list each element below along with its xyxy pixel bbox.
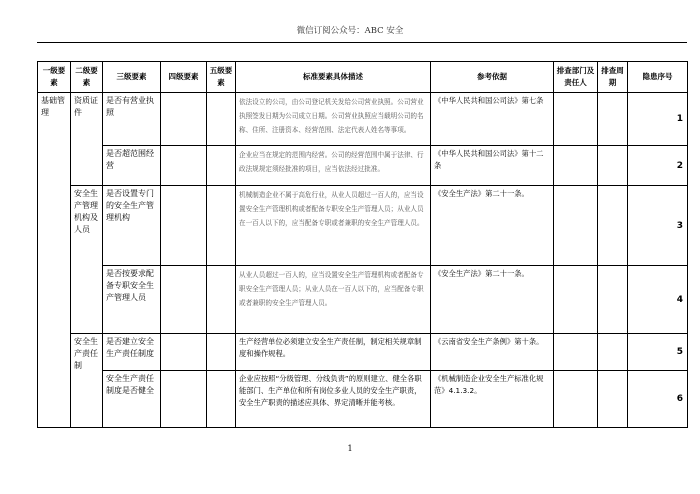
hazard-seq-cell: 3	[628, 186, 688, 266]
description-cell: 从业人员超过一百人的，应当设置安全生产管理机构或者配备专职安全生产管理人员；从业人员在一百人以下的，应当配备专职或者兼职的安全生产管理人员。	[236, 266, 431, 334]
reference-cell: 《安全生产法》第二十一条。	[431, 266, 554, 334]
column-header: 五级要素	[207, 62, 236, 93]
checklist-table	[37, 61, 688, 428]
level5-cell	[207, 146, 236, 186]
reference-cell: 《中华人民共和国公司法》第十二条	[431, 146, 554, 186]
hazard-seq-cell: 2	[628, 146, 688, 186]
column-header: 一级要素	[38, 62, 71, 93]
description-cell: 依法设立的公司，由公司登记机关发给公司营业执照。公司营业执照签发日期为公司成立日期。公司营业执照应当载明公司的名称、住所、注册资本、经营范围、法定代表人姓名等事项。	[236, 93, 431, 146]
description-cell: 企业应按照“分级管理、分线负责”的原则建立、健全各职能部门、生产单位和所有岗位多业人员的安全生产职责，安全生产职责的描述应具体、界定清晰并能考核。	[236, 371, 431, 428]
level2-cell: 安全生产管理机构及人员	[71, 186, 103, 334]
column-header: 排查部门及责任人	[554, 62, 598, 93]
level3-cell: 是否有营业执照	[103, 93, 161, 146]
reference-cell: 《安全生产法》第二十一条。	[431, 186, 554, 266]
level3-cell: 是否超范围经营	[103, 146, 161, 186]
period-cell	[598, 186, 628, 266]
level4-cell	[161, 266, 207, 334]
header-divider	[37, 42, 687, 43]
level5-cell	[207, 334, 236, 371]
level1-cell: 基础管理	[38, 93, 71, 428]
level2-cell: 资质证件	[71, 93, 103, 186]
level3-cell: 是否设置专门的安全生产管理机构	[103, 186, 161, 266]
page-header: 微信订阅公众号：ABC 安全	[296, 26, 404, 36]
period-cell	[598, 334, 628, 371]
column-header: 参考依据	[431, 62, 554, 93]
period-cell	[598, 146, 628, 186]
level5-cell	[207, 371, 236, 428]
level5-cell	[207, 186, 236, 266]
responsible-cell	[554, 93, 598, 146]
column-header: 排查周期	[598, 62, 628, 93]
table-row	[38, 146, 688, 186]
table-row	[38, 371, 688, 428]
period-cell	[598, 93, 628, 146]
level4-cell	[161, 371, 207, 428]
responsible-cell	[554, 186, 598, 266]
column-header: 四级要素	[161, 62, 207, 93]
level3-cell: 安全生产责任制度是否健全	[103, 371, 161, 428]
level4-cell	[161, 186, 207, 266]
level3-cell: 是否按要求配备专职安全生产管理人员	[103, 266, 161, 334]
description-cell: 企业应当在规定的范围内经营。公司的经营范围中属于法律、行政法规规定须经批准的项目，应当依法经过批准。	[236, 146, 431, 186]
table-row	[38, 266, 688, 334]
table-row	[38, 334, 688, 371]
hazard-seq-cell: 1	[628, 93, 688, 146]
table-row	[38, 186, 688, 266]
responsible-cell	[554, 266, 598, 334]
level5-cell	[207, 266, 236, 334]
level4-cell	[161, 93, 207, 146]
reference-cell: 《机械制造企业安全生产标准化规范》4.1.3.2。	[431, 371, 554, 428]
level5-cell	[207, 93, 236, 146]
hazard-seq-cell: 5	[628, 334, 688, 371]
hazard-seq-cell: 4	[628, 266, 688, 334]
table-header-row	[38, 62, 688, 93]
column-header: 隐患序号	[628, 62, 688, 93]
description-cell: 机械制造企业不属于高危行业，从业人员超过一百人的，应当设置安全生产管理机构或者配备专职安全生产管理人员；从业人员在一百人以下的，应当配备专职或者兼职的安全生产管理人员。	[236, 186, 431, 266]
column-header: 标准要素具体描述	[236, 62, 431, 93]
responsible-cell	[554, 146, 598, 186]
level4-cell	[161, 334, 207, 371]
reference-cell: 《云南省安全生产条例》第十条。	[431, 334, 554, 371]
hazard-seq-cell: 6	[628, 371, 688, 428]
level3-cell: 是否建立安全生产责任制度	[103, 334, 161, 371]
page-number: 1	[347, 444, 353, 453]
level2-cell: 安全生产责任制	[71, 334, 103, 428]
responsible-cell	[554, 334, 598, 371]
level4-cell	[161, 146, 207, 186]
reference-cell: 《中华人民共和国公司法》第七条	[431, 93, 554, 146]
column-header: 二级要素	[71, 62, 103, 93]
table-row	[38, 93, 688, 146]
description-cell: 生产经营单位必须建立安全生产责任制，制定相关规章制度和操作规程。	[236, 334, 431, 371]
period-cell	[598, 266, 628, 334]
responsible-cell	[554, 371, 598, 428]
period-cell	[598, 371, 628, 428]
column-header: 三级要素	[103, 62, 161, 93]
